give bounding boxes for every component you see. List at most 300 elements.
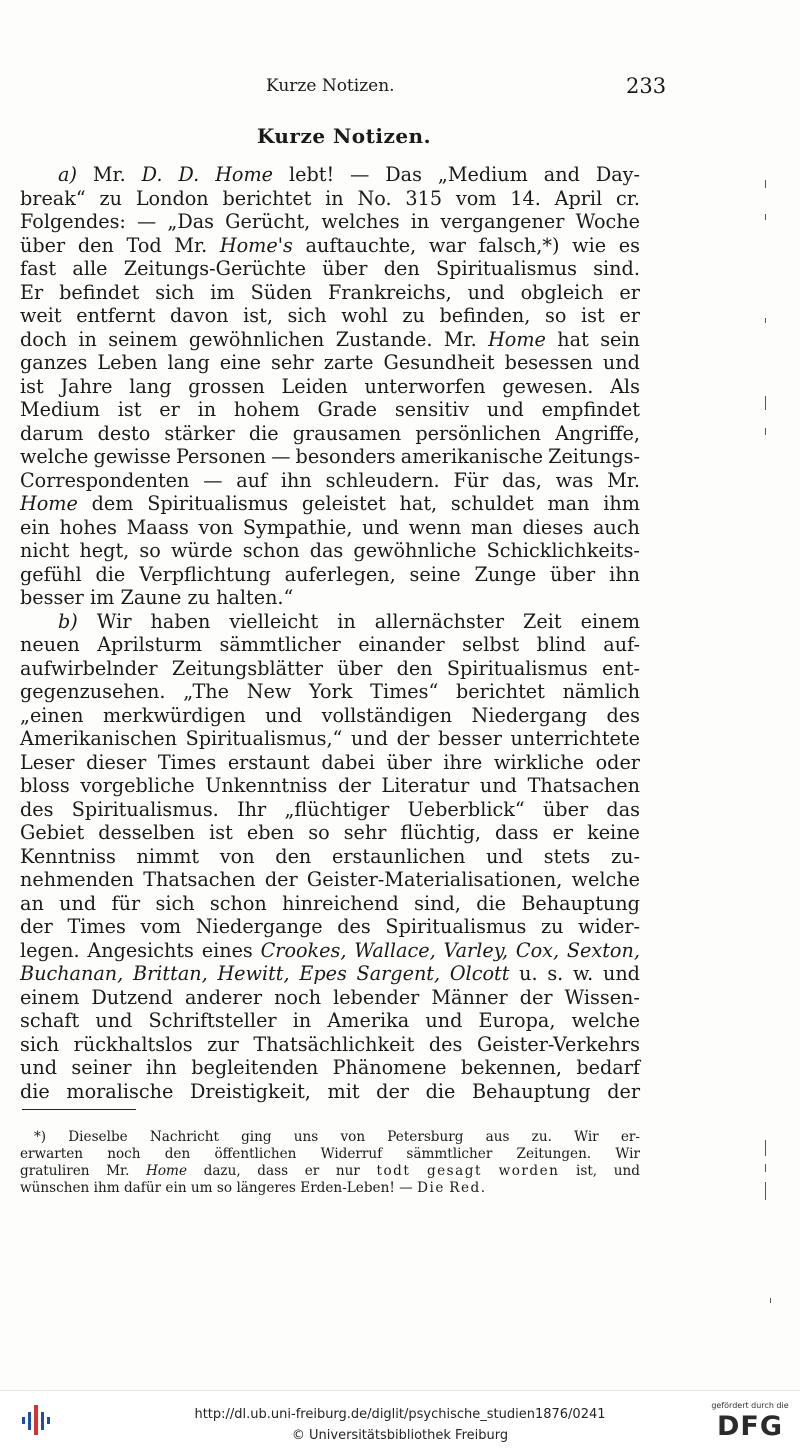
word: würde xyxy=(170,539,233,562)
word: dieser xyxy=(86,750,147,774)
word: Woche xyxy=(575,210,640,233)
word: ging xyxy=(241,1129,272,1145)
word: lang xyxy=(167,351,210,374)
word: gewisse xyxy=(93,445,171,468)
text-line xyxy=(20,469,640,493)
word: D. xyxy=(141,163,163,186)
word: New xyxy=(246,680,292,703)
word: dass xyxy=(257,1163,289,1179)
word: vielleicht xyxy=(229,609,319,633)
word: Thatsächlichkeit xyxy=(253,1032,415,1056)
text-line xyxy=(20,657,640,681)
word: grossen xyxy=(188,374,265,398)
word: für xyxy=(111,891,141,915)
word: Home xyxy=(20,492,78,515)
word: allernächster xyxy=(374,609,505,633)
word: ist, xyxy=(576,1163,598,1179)
word: dabei xyxy=(321,750,375,774)
word: Geister-Materialisationen, xyxy=(306,868,563,891)
word: bekennen, xyxy=(460,1056,562,1079)
word: berichtet xyxy=(222,186,312,210)
word: „flüchtiger xyxy=(284,797,390,821)
word: davon xyxy=(170,304,229,327)
footnote xyxy=(20,1129,640,1197)
word: öffentlichen xyxy=(214,1146,297,1162)
word: befindet xyxy=(59,280,140,304)
word: die xyxy=(95,562,126,586)
text-line xyxy=(20,210,640,234)
word: welche xyxy=(571,868,640,891)
word: No. xyxy=(357,186,392,210)
word: der xyxy=(519,985,553,1009)
permalink-url[interactable]: http://dl.ub.uni-freiburg.de/diglit/psychische_studien1876/0241 xyxy=(194,1407,606,1422)
word: sehr xyxy=(270,351,314,374)
word: in xyxy=(197,398,217,421)
word: lebt! xyxy=(288,163,335,186)
word: lang xyxy=(129,374,172,398)
word: sein xyxy=(600,327,640,351)
word: das xyxy=(309,539,344,562)
word: die xyxy=(20,1079,50,1103)
word: ein xyxy=(165,1180,187,1196)
text-line xyxy=(20,704,640,728)
word: neuen xyxy=(20,633,80,656)
word: obgleich xyxy=(520,280,604,304)
word: break“ xyxy=(20,186,86,210)
word: besser xyxy=(438,727,502,750)
text-line xyxy=(20,304,640,328)
word: und xyxy=(59,891,97,915)
word: Times“ xyxy=(370,680,439,703)
word: zu xyxy=(541,915,564,938)
word: entfernt xyxy=(76,304,156,327)
word: seinem xyxy=(108,327,178,351)
word: doch xyxy=(20,327,67,351)
word: schaft xyxy=(20,1009,80,1032)
footnote-divider xyxy=(22,1109,136,1110)
word: Wallace, xyxy=(354,938,436,962)
word: er- xyxy=(620,1129,640,1145)
word: Mr. xyxy=(443,327,477,351)
word: grausamen xyxy=(292,421,402,445)
text-line xyxy=(20,516,640,540)
word: er xyxy=(619,304,640,327)
text-line xyxy=(20,727,640,751)
word: hat xyxy=(557,327,589,351)
word: — xyxy=(399,1180,413,1196)
word: man xyxy=(547,492,590,515)
word: amerikanische xyxy=(400,445,543,468)
word: Cox, xyxy=(515,938,560,962)
text-line xyxy=(20,375,640,399)
word: Spiritualismus xyxy=(385,915,527,938)
word: bedarf xyxy=(576,1056,640,1079)
word: ihm xyxy=(93,1180,120,1196)
word: wie xyxy=(572,233,607,257)
text-line xyxy=(20,751,640,775)
word: ihn xyxy=(280,468,312,492)
word: über xyxy=(20,233,66,257)
word: vom xyxy=(140,915,182,938)
word: schuldet xyxy=(450,492,534,515)
word: ist xyxy=(117,398,142,421)
word: gewöhnliche xyxy=(353,539,477,562)
word: Angriffe, xyxy=(555,421,640,445)
word: längeres xyxy=(236,1180,296,1196)
word: dass xyxy=(495,821,539,844)
word: Dieselbe xyxy=(68,1129,128,1145)
word: Mr. xyxy=(106,1163,130,1179)
word: es xyxy=(618,233,640,257)
word: ganzes xyxy=(20,351,88,374)
word: sich xyxy=(287,304,327,327)
word: Epes xyxy=(299,962,347,985)
word: des xyxy=(606,703,640,727)
word: b) xyxy=(58,609,78,633)
word: Dutzend xyxy=(91,985,173,1009)
word: seiner xyxy=(71,1056,132,1079)
word: wenn xyxy=(408,515,462,539)
word: des xyxy=(428,1032,463,1056)
word: Phänomene xyxy=(332,1056,447,1079)
word: hohem xyxy=(233,398,300,421)
word: Home xyxy=(488,327,546,351)
word: und xyxy=(479,774,517,797)
word: welches xyxy=(321,210,400,233)
word: Gesundheit xyxy=(383,351,495,374)
word: zu. xyxy=(531,1129,552,1145)
word: und xyxy=(486,844,524,868)
word: Sargent, xyxy=(356,962,441,985)
word: Das xyxy=(385,163,422,186)
word: weit xyxy=(20,304,62,327)
viewer-footer xyxy=(0,1390,800,1451)
word: einem xyxy=(20,985,80,1009)
word: er xyxy=(552,821,574,844)
word: noch xyxy=(274,985,322,1009)
word: über xyxy=(542,797,589,821)
word: and xyxy=(543,163,580,186)
text-line xyxy=(20,1009,640,1033)
word: Home xyxy=(215,163,274,186)
word: auftauchte, xyxy=(305,233,417,257)
word: gratuliren xyxy=(20,1163,90,1179)
word: über xyxy=(322,257,368,280)
word: nämlich xyxy=(562,680,640,703)
word: aus xyxy=(485,1129,510,1145)
word: vollständigen xyxy=(321,703,453,727)
word: besonders xyxy=(295,445,396,468)
running-title: Kurze Notizen. xyxy=(266,76,395,96)
word: Crookes, xyxy=(260,938,347,962)
word: aufwirbelnder xyxy=(20,656,158,680)
word: Spiritualismus. xyxy=(71,797,219,821)
word: Home's xyxy=(219,233,293,257)
word: ein xyxy=(20,515,50,539)
margin-mark xyxy=(765,180,766,188)
word: oder xyxy=(595,750,640,774)
section-title: Kurze Notizen. xyxy=(256,124,432,148)
word: Brittan, xyxy=(132,962,208,985)
word: ist xyxy=(209,821,233,844)
word: Zeitungs- xyxy=(548,445,640,468)
word: über xyxy=(337,656,383,680)
word: Behauptung xyxy=(521,891,640,915)
word: eines xyxy=(201,938,253,962)
word: unterrichtete xyxy=(510,727,640,750)
word: u. xyxy=(519,962,538,985)
word: sich xyxy=(155,280,195,304)
word: vorgebliche xyxy=(80,774,195,797)
text-line xyxy=(20,163,640,187)
word: der xyxy=(607,1079,640,1103)
word: uns xyxy=(293,1129,319,1145)
word: und xyxy=(602,351,640,374)
text-line xyxy=(20,1146,640,1163)
word: fast xyxy=(20,257,57,280)
word: halten.“ xyxy=(216,586,294,609)
word: hegt, xyxy=(79,539,130,562)
word: sensitiv xyxy=(394,398,470,421)
word: und xyxy=(486,398,524,421)
word: ist xyxy=(581,304,605,327)
word: die xyxy=(248,421,279,445)
text-line xyxy=(20,868,640,892)
word: Leben xyxy=(97,351,158,374)
word: ist xyxy=(20,374,44,398)
word: hat, xyxy=(399,492,438,515)
word: und xyxy=(350,727,388,750)
word: anderer xyxy=(184,985,263,1009)
word: stärker xyxy=(164,421,235,445)
word: Jahre xyxy=(60,374,113,398)
word: Süden xyxy=(250,280,313,304)
text-line xyxy=(20,610,640,634)
word: Correspondenten xyxy=(20,468,190,492)
word: gefühl xyxy=(20,562,82,586)
word: Gerücht, xyxy=(225,210,311,233)
word: um xyxy=(190,1180,213,1196)
word: selbst xyxy=(462,633,520,656)
word: a) xyxy=(58,163,77,186)
text-line xyxy=(20,1080,640,1104)
text-line xyxy=(20,1033,640,1057)
word: Times xyxy=(157,750,217,774)
word: die xyxy=(425,1079,456,1103)
word: mit xyxy=(327,1079,360,1103)
word: Geister-Verkehrs xyxy=(476,1032,640,1056)
word: alle xyxy=(72,257,108,280)
word: ihn xyxy=(145,1056,177,1079)
word: Petersburg xyxy=(387,1129,464,1145)
copyright-notice: © Universitätsbibliothek Freiburg xyxy=(291,1428,509,1443)
word: dazu, xyxy=(203,1163,241,1179)
word: und xyxy=(602,962,640,985)
word: zu xyxy=(402,304,425,327)
margin-mark xyxy=(765,396,766,410)
word: Day- xyxy=(595,163,640,186)
word: des xyxy=(20,797,54,821)
word: Die xyxy=(417,1180,445,1196)
word: hinreichend xyxy=(282,891,399,915)
word: Amerika xyxy=(327,1009,410,1032)
word: Leiden xyxy=(281,374,348,398)
word: an xyxy=(20,891,44,915)
word: persönlichen xyxy=(415,421,541,445)
word: Widerruf xyxy=(320,1146,383,1162)
word: von xyxy=(340,1129,366,1145)
word: den xyxy=(77,233,114,257)
word: ihn xyxy=(609,562,640,586)
word: besessen xyxy=(504,351,593,374)
word: merkwürdigen xyxy=(102,703,246,727)
word: „Medium xyxy=(437,163,528,186)
word: Maass xyxy=(126,515,189,539)
word: falsch,*) xyxy=(478,233,560,257)
word: keine xyxy=(587,821,640,844)
text-line xyxy=(20,962,640,986)
word: Times xyxy=(67,915,126,938)
word: berichtet xyxy=(456,680,545,703)
word: Mr. xyxy=(607,468,640,492)
word: den xyxy=(383,257,420,280)
word: der xyxy=(337,774,371,797)
word: von xyxy=(198,515,234,539)
dfg-caption: gefördert durch die xyxy=(711,1401,789,1410)
word: Wir xyxy=(574,1129,599,1145)
word: den xyxy=(396,656,433,680)
word: flüchtig, xyxy=(400,821,481,844)
word: blind xyxy=(536,633,586,656)
text-line xyxy=(20,633,640,657)
word: Leser xyxy=(20,750,75,774)
word: 14. xyxy=(510,186,541,210)
word: vom xyxy=(455,186,497,210)
word: — xyxy=(137,210,157,233)
word: über xyxy=(550,562,596,586)
word: in xyxy=(410,210,430,233)
word: 315 xyxy=(405,186,443,210)
word: geleistet xyxy=(301,492,386,515)
word: nur xyxy=(335,1163,360,1179)
word: Literatur xyxy=(381,774,470,797)
word: auf- xyxy=(603,633,640,656)
text-line xyxy=(20,328,640,352)
word: Schriftsteller xyxy=(148,1009,277,1032)
word: Buchanan, xyxy=(20,962,124,985)
word: lebender xyxy=(333,985,420,1009)
text-line xyxy=(20,1129,640,1146)
word: gewöhnlichen xyxy=(188,327,325,351)
word: Angesichts xyxy=(87,938,194,962)
word: die xyxy=(476,891,506,915)
word: s. xyxy=(547,962,564,985)
word: erwarten xyxy=(20,1146,84,1162)
word: Amerikanischen xyxy=(20,727,177,750)
word: besser xyxy=(20,586,84,609)
word: Verpflichtung xyxy=(139,562,271,586)
word: über xyxy=(386,750,432,774)
text-line xyxy=(20,586,640,610)
word: eben xyxy=(246,821,295,844)
text-line xyxy=(20,1180,640,1197)
word: desto xyxy=(97,421,151,445)
word: Erden-Leben! xyxy=(300,1180,395,1196)
word: das xyxy=(606,797,640,821)
word: dem xyxy=(91,492,134,515)
word: so xyxy=(139,539,161,562)
margin-mark xyxy=(765,1164,766,1172)
word: — xyxy=(350,163,370,186)
word: und xyxy=(95,1009,133,1032)
text-line xyxy=(20,539,640,563)
text-line xyxy=(20,281,640,305)
word: Wir xyxy=(96,609,132,633)
word: gewesen. xyxy=(502,374,594,398)
word: Unkenntniss xyxy=(205,774,328,797)
word: nicht xyxy=(20,539,70,562)
word: London xyxy=(135,186,209,210)
word: Red. xyxy=(449,1180,487,1196)
word: Ihr xyxy=(237,797,267,821)
word: sehr xyxy=(343,821,387,844)
word: Zeit xyxy=(523,609,562,633)
word: begleitenden xyxy=(191,1056,319,1079)
word: seine xyxy=(409,562,461,586)
margin-mark xyxy=(765,428,766,435)
word: „einen xyxy=(20,703,84,727)
text-line xyxy=(20,798,640,822)
word: vergangener xyxy=(440,210,565,233)
word: in xyxy=(78,327,97,351)
margin-mark xyxy=(765,1140,766,1156)
word: Niedergang xyxy=(471,703,587,727)
word: Home xyxy=(146,1163,187,1179)
text-line xyxy=(20,845,640,869)
word: — xyxy=(203,468,223,492)
word: das, xyxy=(502,468,542,492)
word: so xyxy=(544,304,567,327)
text-line xyxy=(20,821,640,845)
word: „Das xyxy=(167,210,214,233)
word: ihm xyxy=(603,492,640,515)
word: Mr. xyxy=(174,233,208,257)
word: Er xyxy=(20,280,44,304)
word: haben xyxy=(150,609,211,633)
word: sind, xyxy=(414,891,461,915)
margin-mark xyxy=(765,214,766,220)
word: Ueberblick“ xyxy=(407,797,525,821)
word: so xyxy=(216,1180,233,1196)
word: Medium xyxy=(20,398,100,421)
dfg-logo: DFG xyxy=(716,1411,784,1442)
word: wohl xyxy=(341,304,388,327)
margin-mark xyxy=(765,1182,766,1200)
word: war xyxy=(428,233,466,257)
word: noch xyxy=(107,1146,141,1162)
word: Sympathie, xyxy=(242,515,353,539)
word: befinden, xyxy=(439,304,531,327)
word: ent- xyxy=(602,656,640,680)
word: stets xyxy=(543,844,591,868)
word: Zunge xyxy=(474,562,537,586)
word: — xyxy=(271,445,291,468)
word: sind. xyxy=(593,257,640,280)
margin-mark xyxy=(770,1298,771,1303)
text-line xyxy=(20,187,640,211)
word: eine xyxy=(219,351,261,374)
word: Wir xyxy=(615,1146,640,1162)
